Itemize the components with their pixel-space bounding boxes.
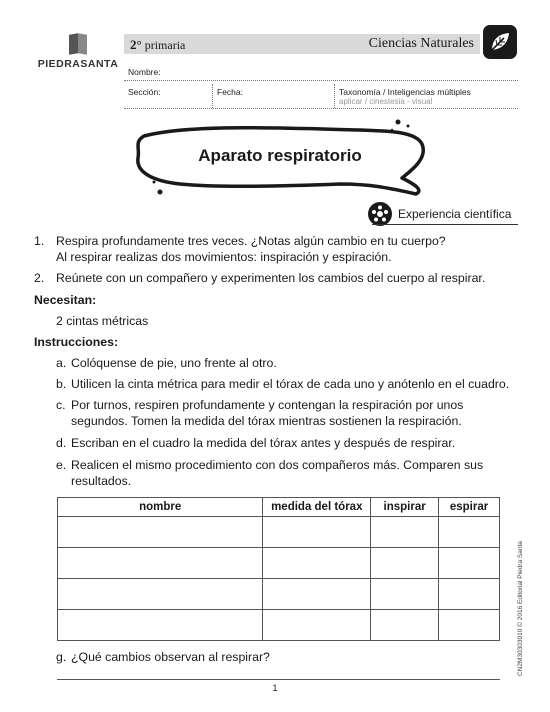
book-icon xyxy=(67,30,89,54)
table-cell[interactable] xyxy=(371,517,439,548)
grade-level: primaria xyxy=(144,38,186,52)
page-title: Aparato respiratorio xyxy=(198,146,362,165)
instruction-letter: b. xyxy=(56,377,67,391)
table-cell[interactable] xyxy=(58,579,263,610)
materials-heading: Necesitan: xyxy=(34,293,97,307)
table-cell[interactable] xyxy=(263,517,371,548)
section-underline xyxy=(372,224,518,225)
instruction-text: ¿Qué cambios observan al respirar? xyxy=(71,650,270,664)
divider xyxy=(212,84,213,108)
instruction-text: segundos. Tomen la medida del tórax mientras sostienen la respiración. xyxy=(71,414,462,428)
table-cell[interactable] xyxy=(439,548,500,579)
leaf-icon xyxy=(483,25,517,59)
taxonomy-label: Taxonomía / Inteligencias múltiples xyxy=(339,87,471,97)
column-header-nombre: nombre xyxy=(58,498,263,517)
table-cell[interactable] xyxy=(439,517,500,548)
publisher-name: PIEDRASANTA xyxy=(37,58,119,70)
section-label: Experiencia científica xyxy=(398,207,512,221)
copyright-code: CN2M30303010 © 2016 Editorial Piedra Santa xyxy=(517,541,524,676)
table-cell[interactable] xyxy=(263,579,371,610)
column-header-inspirar: inspirar xyxy=(371,498,439,517)
header-bar xyxy=(124,34,480,54)
instruction-text: Escriban en el cuadro la medida del tórax antes y después de respirar. xyxy=(71,436,456,450)
molecule-icon xyxy=(368,202,392,226)
instruction-text: Utilicen la cinta métrica para medir el tórax de cada uno y anótenlo en el cuadro. xyxy=(71,377,510,391)
footer-rule xyxy=(57,679,500,680)
publisher-logo xyxy=(36,30,120,70)
step-text: Reúnete con un compañero y experimenten los cambios del cuerpo al respirar. xyxy=(56,271,486,285)
step-number: 2. xyxy=(34,271,45,285)
section-date-field[interactable] xyxy=(124,108,518,109)
materials-item: 2 cintas métricas xyxy=(56,314,149,328)
instruction-text: Por turnos, respiren profundamente y contengan la respiración por unos xyxy=(71,398,464,412)
instructions-heading: Instrucciones: xyxy=(34,335,119,349)
table-cell[interactable] xyxy=(439,579,500,610)
instruction-letter: e. xyxy=(56,458,67,472)
table-cell[interactable] xyxy=(371,610,439,641)
table-header-row xyxy=(58,498,500,517)
grade-label xyxy=(130,37,185,53)
measurement-table xyxy=(57,497,500,641)
column-header-medida: medida del tórax xyxy=(263,498,371,517)
table-row xyxy=(58,548,500,579)
instruction-text: Colóquense de pie, uno frente al otro. xyxy=(71,356,277,370)
instruction-letter: g. xyxy=(56,650,67,664)
instruction-letter: a. xyxy=(56,356,67,370)
name-label: Nombre: xyxy=(128,67,161,77)
table-row xyxy=(58,579,500,610)
date-label: Fecha: xyxy=(217,87,243,97)
page-number: 1 xyxy=(272,683,278,693)
table-cell[interactable] xyxy=(58,610,263,641)
table-cell[interactable] xyxy=(371,548,439,579)
table-cell[interactable] xyxy=(58,548,263,579)
step-text: Al respirar realizas dos movimientos: inspiración y espiración. xyxy=(56,250,392,264)
grade-number: 2° xyxy=(130,37,142,52)
table-row xyxy=(58,517,500,548)
instruction-text: Realicen el mismo procedimiento con dos compañeros más. Comparen sus xyxy=(71,458,484,472)
table-cell[interactable] xyxy=(439,610,500,641)
section-label: Sección: xyxy=(128,87,161,97)
step-number: 1. xyxy=(34,234,45,248)
title-banner xyxy=(130,118,430,198)
divider xyxy=(334,84,335,108)
table-cell[interactable] xyxy=(263,610,371,641)
table-row xyxy=(58,610,500,641)
instruction-letter: d. xyxy=(56,436,67,450)
taxonomy-values: aplicar / cinestesia - visual xyxy=(339,97,433,106)
table-cell[interactable] xyxy=(371,579,439,610)
table-cell[interactable] xyxy=(263,548,371,579)
step-text: Respira profundamente tres veces. ¿Notas algún cambio en tu cuerpo? xyxy=(56,234,446,248)
subject-title: Ciencias Naturales xyxy=(368,36,474,51)
column-header-espirar: espirar xyxy=(439,498,500,517)
instruction-text: resultados. xyxy=(71,474,132,488)
name-field[interactable] xyxy=(124,80,518,81)
table-cell[interactable] xyxy=(58,517,263,548)
instruction-letter: c. xyxy=(56,398,66,412)
